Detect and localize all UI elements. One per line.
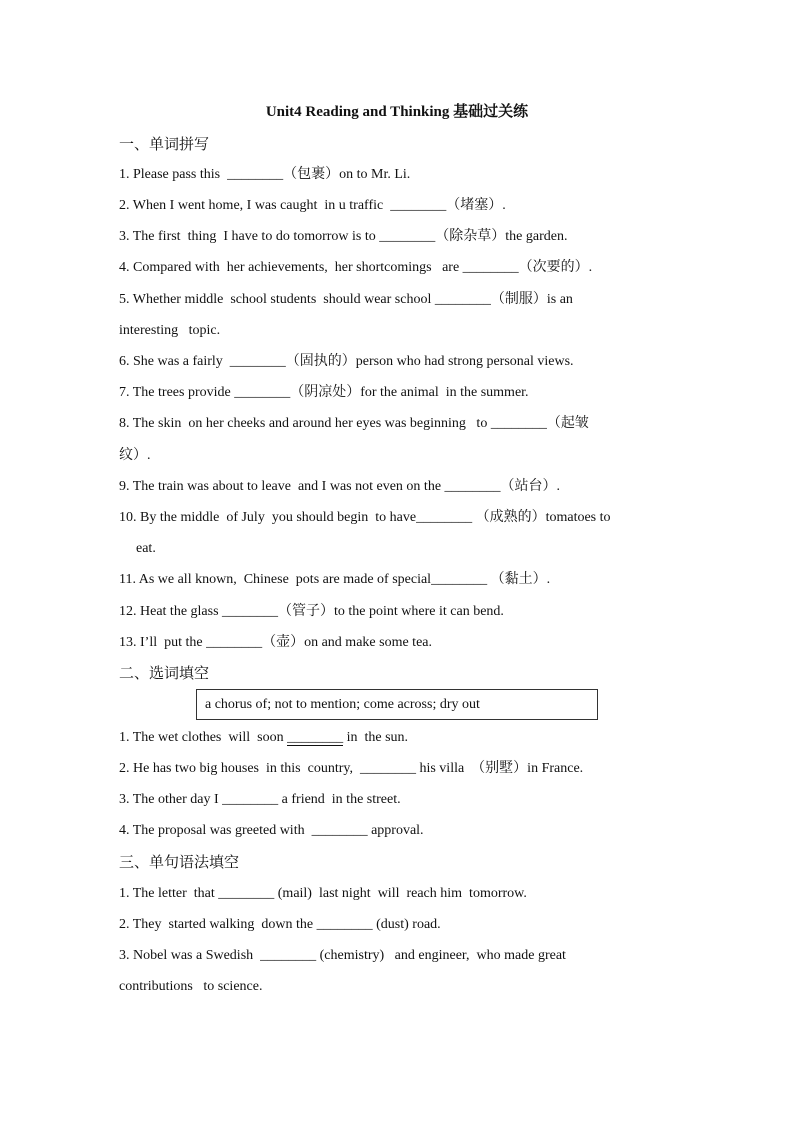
question-line: 2. When I went home, I was caught in u traffic ________（堵塞）.	[119, 198, 506, 213]
question-line: 9. The train was about to leave and I was not even on the ________（站台）.	[119, 479, 561, 494]
question-line: 3. Nobel was a Swedish ________ (chemistry) and engineer, who made great	[119, 948, 566, 963]
answer-blank: ________	[287, 730, 344, 745]
question-line-continued: interesting topic.	[119, 323, 221, 338]
question-line: 1. Please pass this ________（包裹）on to Mr. Li.	[119, 167, 411, 182]
question-line: 8. The skin on her cheeks and around her eyes was beginning to ________（起皱	[119, 416, 589, 431]
section-heading-spelling: 一、单词拼写	[119, 135, 210, 153]
question-line: 1. The letter that ________ (mail) last night will reach him tomorrow.	[119, 886, 527, 901]
question-line: 3. The first thing I have to do tomorrow is to ________（除杂草）the garden.	[119, 229, 568, 244]
word-bank-text: a chorus of; not to mention; come across; dry out	[205, 697, 480, 712]
page-title: Unit4 Reading and Thinking 基础过关练	[265, 104, 529, 120]
word-bank-box	[196, 689, 598, 720]
question-line: 2. They started walking down the ________ (dust) road.	[119, 917, 441, 932]
question-line: 4. The proposal was greeted with ________ approval.	[119, 823, 424, 838]
section-heading-grammar: 三、单句语法填空	[119, 853, 240, 871]
question-line: 13. I’ll put the ________（壶）on and make some tea.	[119, 635, 432, 650]
section-heading-word-choice: 二、选词填空	[119, 664, 210, 682]
question-line: 3. The other day I ________ a friend in the street.	[119, 792, 401, 807]
question-line	[119, 729, 408, 747]
question-line-continued: eat.	[136, 541, 156, 556]
question-line-continued: contributions to science.	[119, 979, 263, 994]
question-line: 5. Whether middle school students should wear school ________（制服）is an	[119, 292, 573, 307]
question-line: 2. He has two big houses in this country, ________ his villa （别墅）in France.	[119, 761, 584, 776]
question-line: 10. By the middle of July you should begin to have________ （成熟的）tomatoes to	[119, 510, 611, 525]
question-line: 4. Compared with her achievements, her shortcomings are ________（次要的）.	[119, 260, 593, 275]
question-line-continued: 纹）.	[119, 448, 151, 463]
question-line: 11. As we all known, Chinese pots are made of special________ （黏土）.	[119, 572, 551, 587]
question-text-tail: in the sun.	[343, 730, 409, 745]
question-text: 1. The wet clothes will soon	[119, 730, 284, 745]
question-line: 6. She was a fairly ________（固执的）person who had strong personal views.	[119, 354, 574, 369]
question-line: 12. Heat the glass ________（管子）to the point where it can bend.	[119, 604, 504, 619]
question-line: 7. The trees provide ________（阴凉处）for the animal in the summer.	[119, 385, 529, 400]
